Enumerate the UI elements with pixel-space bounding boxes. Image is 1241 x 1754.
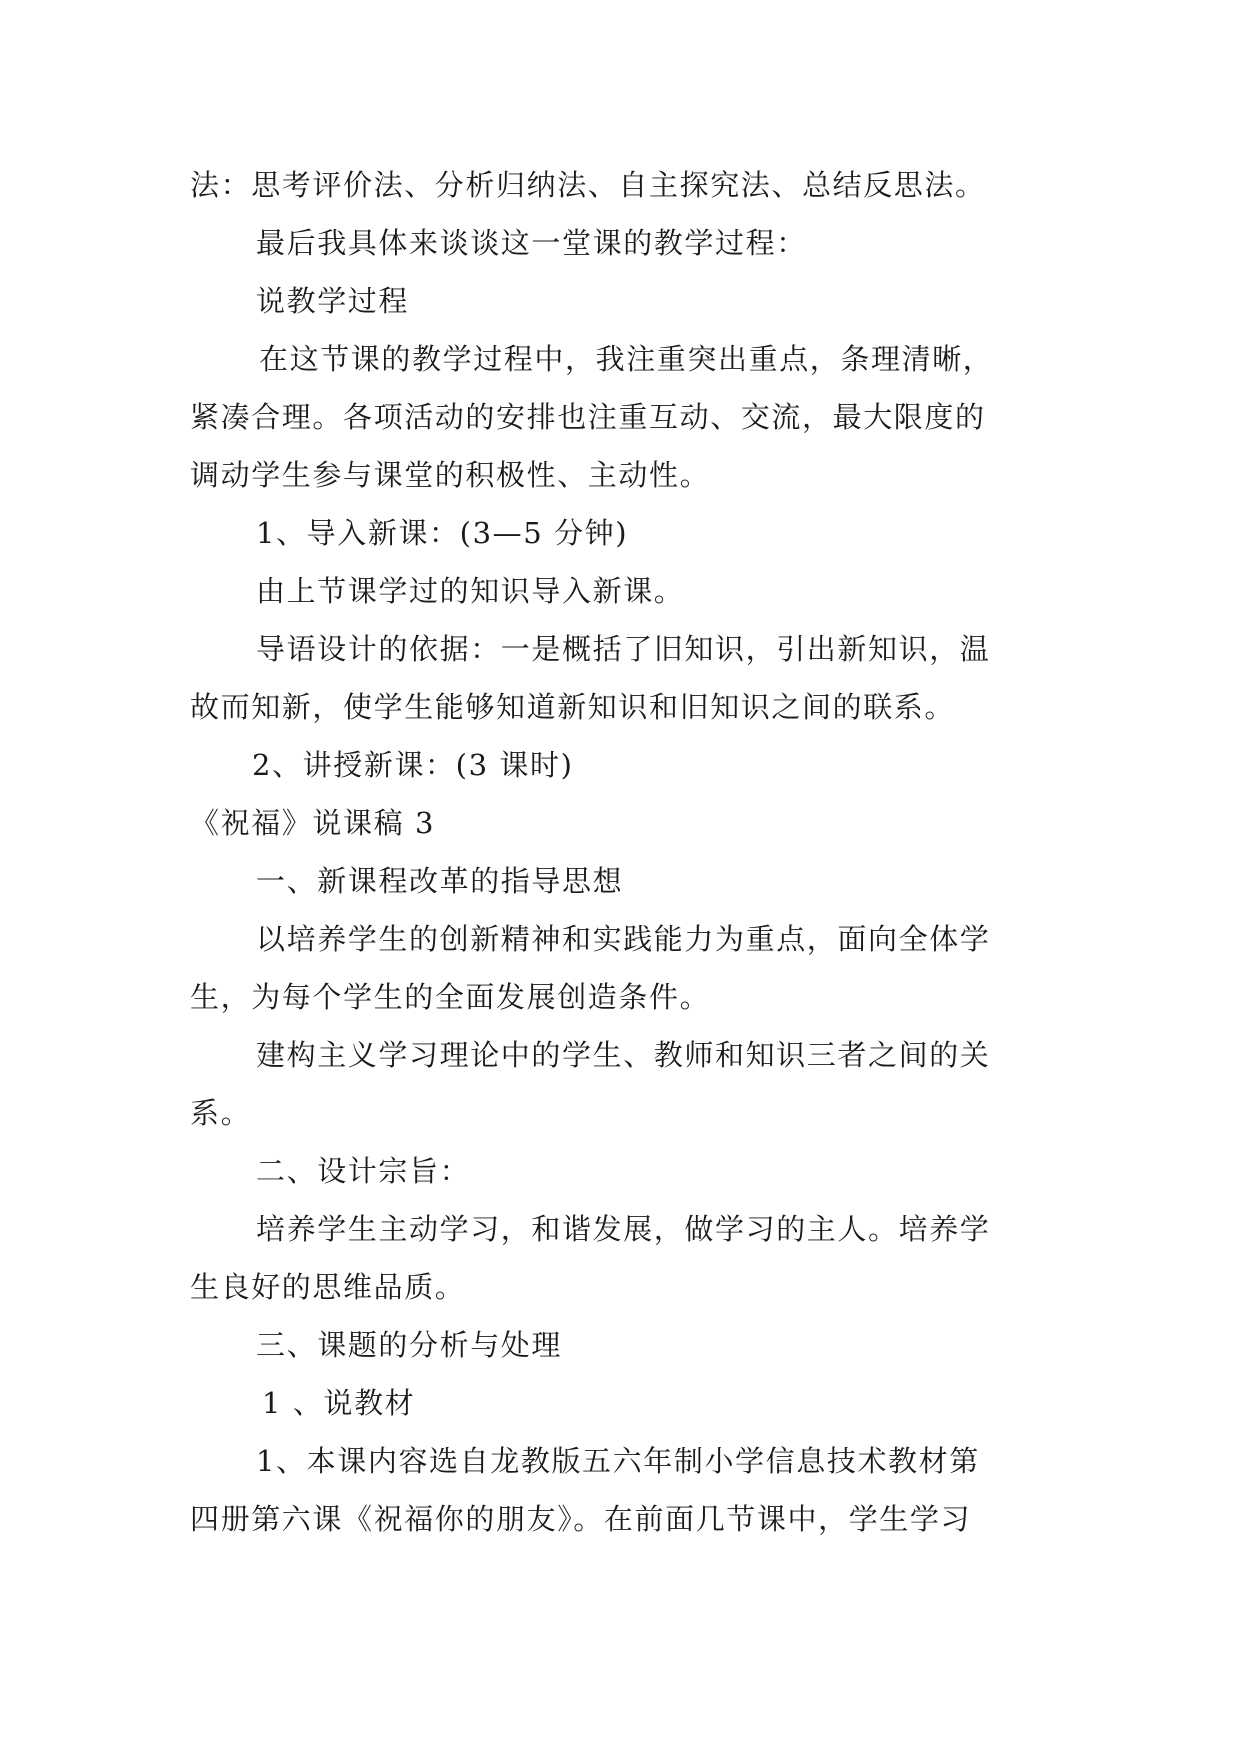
text-line: 生，为每个学生的全面发展创造条件。 xyxy=(190,980,711,1014)
text-line: 在这节课的教学过程中，我注重突出重点，条理清晰， xyxy=(259,342,994,376)
text-line: 生良好的思维品质。 xyxy=(190,1270,466,1304)
text-line: 故而知新，使学生能够知道新知识和旧知识之间的联系。 xyxy=(190,690,956,724)
text-line: 培养学生主动学习，和谐发展，做学习的主人。培养学 xyxy=(256,1212,991,1246)
section-heading: 一、新课程改革的指导思想 xyxy=(256,864,624,898)
text-line: 系。 xyxy=(190,1096,252,1130)
text-line: 以培养学生的创新精神和实践能力为重点，面向全体学 xyxy=(256,922,991,956)
text-line: 1、导入新课：(3—5 分钟) xyxy=(256,516,629,550)
text-line: 法：思考评价法、分析归纳法、自主探究法、总结反思法。 xyxy=(190,168,986,202)
text-line: 导语设计的依据：一是概括了旧知识，引出新知识，温 xyxy=(256,632,991,666)
section-heading: 说教学过程 xyxy=(256,284,410,318)
text-line: 1、本课内容选自龙教版五六年制小学信息技术教材第 xyxy=(256,1444,980,1478)
document-title: 《祝福》说课稿 3 xyxy=(190,806,436,840)
text-line: 2、讲授新课：(3 课时) xyxy=(252,748,574,782)
subsection-heading: 1 、说教材 xyxy=(262,1386,416,1420)
text-line: 四册第六课《祝福你的朋友》。在前面几节课中，学生学习 xyxy=(190,1502,972,1536)
section-heading: 三、课题的分析与处理 xyxy=(256,1328,563,1362)
text-line: 建构主义学习理论中的学生、教师和知识三者之间的关 xyxy=(256,1038,991,1072)
text-line: 紧凑合理。各项活动的安排也注重互动、交流，最大限度的 xyxy=(190,400,986,434)
text-line: 最后我具体来谈谈这一堂课的教学过程： xyxy=(256,226,807,260)
section-heading: 二、设计宗旨： xyxy=(256,1154,471,1188)
text-line: 由上节课学过的知识导入新课。 xyxy=(256,574,685,608)
text-line: 调动学生参与课堂的积极性、主动性。 xyxy=(190,458,711,492)
